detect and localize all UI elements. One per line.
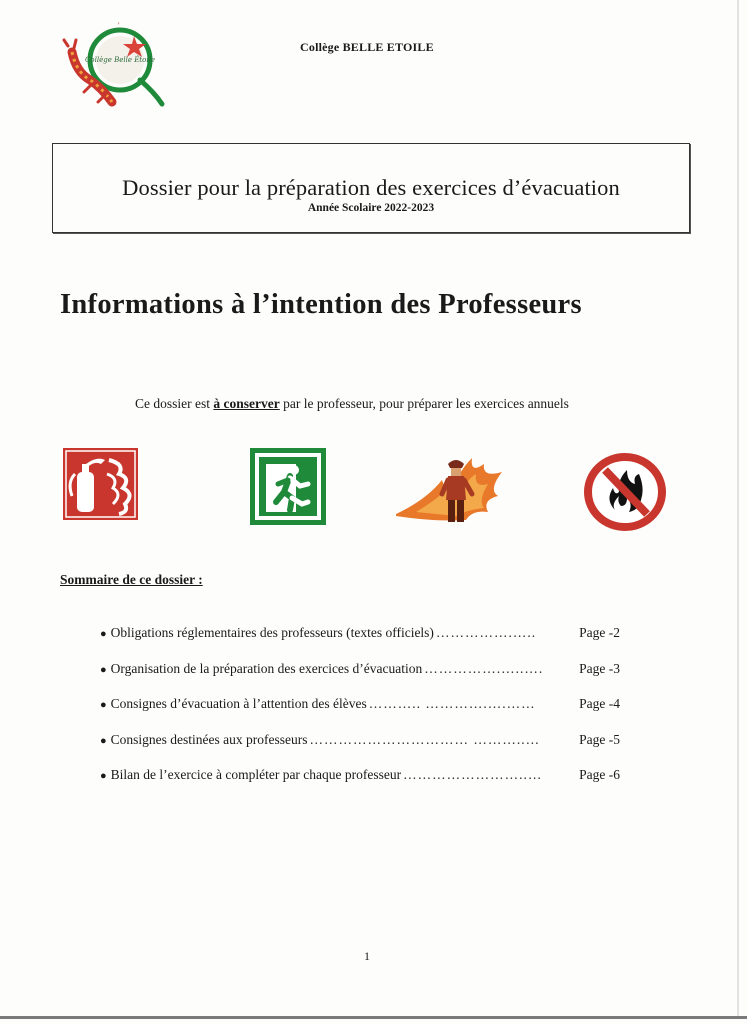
toc-label: Consignes d’évacuation à l’attention des élèves [110,696,367,711]
toc-item [100,625,620,661]
emergency-exit-icon [250,448,326,525]
toc-label: Bilan de l’exercice à compléter par chaque professeur [110,767,402,782]
page-edge [0,1016,747,1019]
bullet-icon: ● [100,770,107,782]
bullet-icon: ● [100,699,107,711]
document-title: Dossier pour la préparation des exercices d’évacuation [122,175,620,200]
main-heading: Informations à l’intention des Professeurs [60,289,582,320]
toc-label: Obligations réglementaires des professeurs (textes officiels) [110,625,434,640]
page-edge [737,0,739,1016]
page-number: 1 [364,949,370,963]
toc-page: Page -5 [579,731,620,747]
school-year: Année Scolaire 2022-2023 [307,202,435,214]
bullet-icon: ● [100,628,107,640]
bullet-icon: ● [100,734,107,747]
logo-text: Collège Belle Étoile [85,56,155,64]
school-name: Collège BELLE ETOILE [300,40,434,54]
intro-after: par le professeur, pour préparer les exercices annuels [279,396,569,411]
title-box [52,143,690,233]
toc-item [100,696,620,732]
toc-page: Page -4 [579,696,620,711]
firefighter-icon [396,450,504,528]
toc-item [100,767,620,803]
intro-emphasis: à conserver [213,396,280,411]
toc-item [100,732,620,768]
toc-leader: …………………………… ………..… [309,731,541,747]
svg-text:': ' [118,22,120,30]
summary-title: Sommaire de ce dossier : [60,572,203,587]
toc-label: Organisation de la préparation des exercices d’évacuation [110,660,423,676]
no-open-flame-icon [583,452,667,532]
bullet-icon: ● [100,663,107,676]
fire-extinguisher-icon [63,448,138,520]
toc-page: Page -6 [579,767,620,782]
table-of-contents [100,625,620,803]
toc-page: Page -2 [579,625,620,640]
toc-leader: …………….…..…. [424,660,544,676]
toc-item [100,661,620,697]
intro-text [135,396,655,412]
toc-leader: ……………………..… [403,767,543,782]
toc-label: Consignes destinées aux professeurs [110,731,308,747]
intro-before: Ce dossier est [135,396,214,411]
toc-leader: ……….. ………….….…… [368,696,536,711]
school-logo [62,22,174,112]
toc-page: Page -3 [579,660,620,676]
toc-leader: …………….….. [435,625,537,640]
